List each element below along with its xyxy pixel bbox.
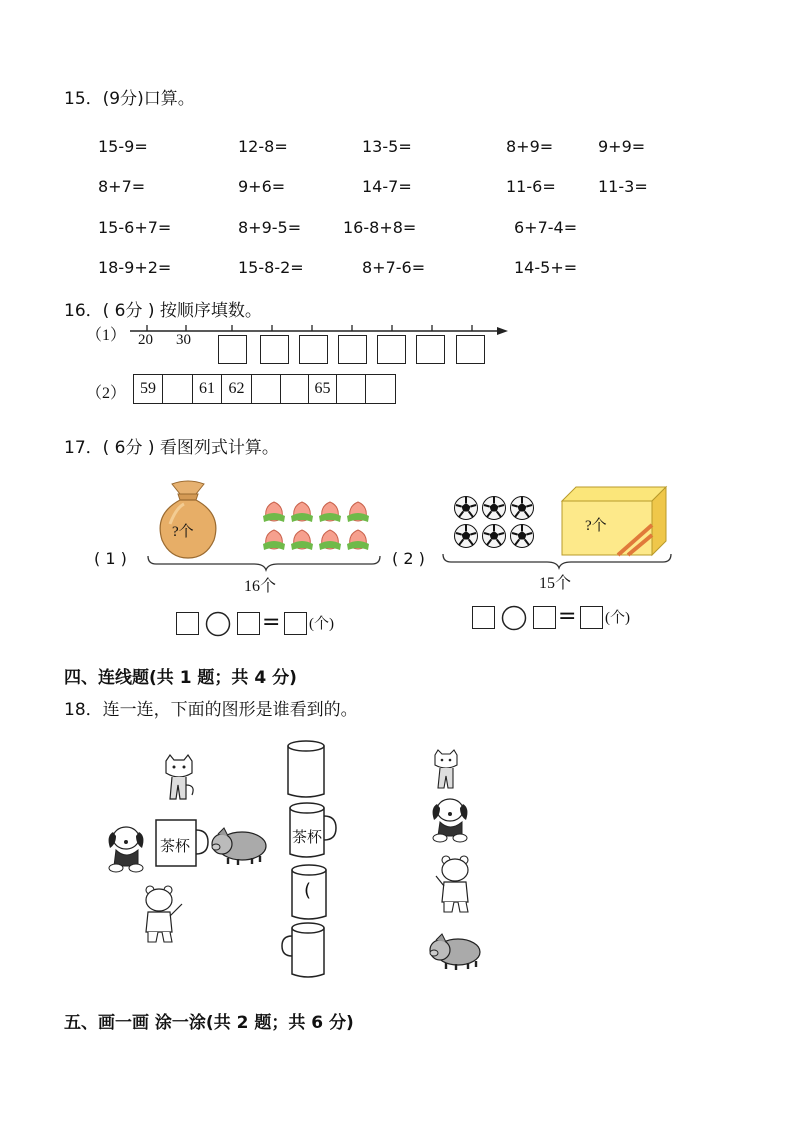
calc-item: 8+7=	[98, 177, 146, 196]
box-label: ?个	[585, 518, 607, 534]
cat-icon	[432, 750, 460, 792]
sequence-cell[interactable]	[365, 374, 396, 404]
calc-item: 9+9=	[598, 137, 646, 156]
answer-box[interactable]	[176, 612, 199, 635]
calc-item: 8+9=	[506, 137, 554, 156]
total-label: 16个	[244, 578, 277, 595]
q16-heading: 16．( 6分 ) 按顺序填数。	[64, 301, 262, 321]
calc-item: 13-5=	[362, 137, 412, 156]
answer-box[interactable]	[260, 335, 289, 364]
calc-item: 11-6=	[506, 177, 556, 196]
sequence-cell[interactable]	[280, 374, 309, 404]
answer-box[interactable]	[377, 335, 406, 364]
tick-label: 30	[176, 332, 191, 348]
operator-circle[interactable]	[501, 605, 527, 631]
mug-text: 茶杯	[292, 828, 323, 846]
calc-item: 15-6+7=	[98, 218, 172, 237]
calc-item: 11-3=	[598, 177, 648, 196]
calc-item: 6+7-4=	[514, 218, 578, 237]
cat-icon	[162, 755, 196, 807]
sequence-cell: 65	[308, 374, 337, 404]
unit-label: (个)	[309, 616, 334, 632]
box-icon	[560, 485, 670, 557]
calc-item: 16-8+8=	[343, 218, 417, 237]
q17-heading: 17．( 6分 ) 看图列式计算。	[64, 438, 279, 458]
calc-item: 8+7-6=	[362, 258, 426, 277]
section-5-title: 五、画一画 涂一涂(共 2 题；共 6 分)	[64, 1013, 354, 1033]
answer-box[interactable]	[533, 606, 556, 629]
answer-box[interactable]	[218, 335, 247, 364]
brace-icon	[441, 552, 681, 572]
q17-part2-label: ( 2 )	[392, 549, 425, 568]
equals-sign: =	[558, 604, 577, 629]
mug-text: 茶杯	[160, 837, 191, 855]
answer-box[interactable]	[472, 606, 495, 629]
tick-label: 20	[138, 332, 153, 348]
q17-part1-label: ( 1 )	[94, 549, 127, 568]
answer-box[interactable]	[580, 606, 603, 629]
dog-icon	[104, 826, 150, 874]
calc-item: 8+9-5=	[238, 218, 302, 237]
soccer-balls-icon	[454, 496, 544, 556]
answer-box[interactable]	[416, 335, 445, 364]
cup-top-view	[286, 740, 326, 800]
dog-icon	[428, 798, 474, 844]
operator-circle[interactable]	[205, 611, 231, 637]
bag-label: ?个	[172, 524, 194, 540]
sequence-cell[interactable]	[251, 374, 281, 404]
calc-item: 9+6=	[238, 177, 286, 196]
sequence-cell[interactable]	[336, 374, 366, 404]
sequence-cell[interactable]	[162, 374, 193, 404]
unit-label: (个)	[605, 610, 630, 626]
q16-part2-label: （2）	[86, 385, 127, 402]
answer-box[interactable]	[456, 335, 485, 364]
mug-side-view	[280, 922, 328, 982]
bear-icon	[142, 886, 188, 948]
section-4-title: 四、连线题(共 1 题；共 4 分)	[64, 668, 297, 688]
money-bag-icon	[158, 478, 218, 558]
calc-item: 14-7=	[362, 177, 412, 196]
answer-box[interactable]	[299, 335, 328, 364]
calc-item: 12-8=	[238, 137, 288, 156]
brace-icon	[146, 554, 386, 574]
calc-item: 14-5+=	[514, 258, 578, 277]
bear-icon	[436, 856, 480, 918]
answer-box[interactable]	[237, 612, 260, 635]
sequence-cell: 62	[221, 374, 252, 404]
handle-mark: (	[304, 880, 312, 901]
q16-part1-label: （1）	[86, 327, 127, 344]
peaches-icon	[262, 500, 382, 560]
q18-heading: 18．连一连，下面的图形是谁看到的。	[64, 700, 358, 720]
pig-icon	[210, 828, 270, 868]
sequence-cell: 59	[133, 374, 163, 404]
answer-box[interactable]	[284, 612, 307, 635]
total-label: 15个	[539, 575, 572, 592]
sequence-cell: 61	[192, 374, 222, 404]
calc-item: 15-9=	[98, 137, 148, 156]
answer-box[interactable]	[338, 335, 367, 364]
pig-icon	[428, 934, 484, 974]
q15-heading: 15．(9分)口算。	[64, 89, 195, 109]
calc-item: 15-8-2=	[238, 258, 304, 277]
calc-item: 18-9+2=	[98, 258, 172, 277]
equals-sign: =	[262, 610, 281, 635]
